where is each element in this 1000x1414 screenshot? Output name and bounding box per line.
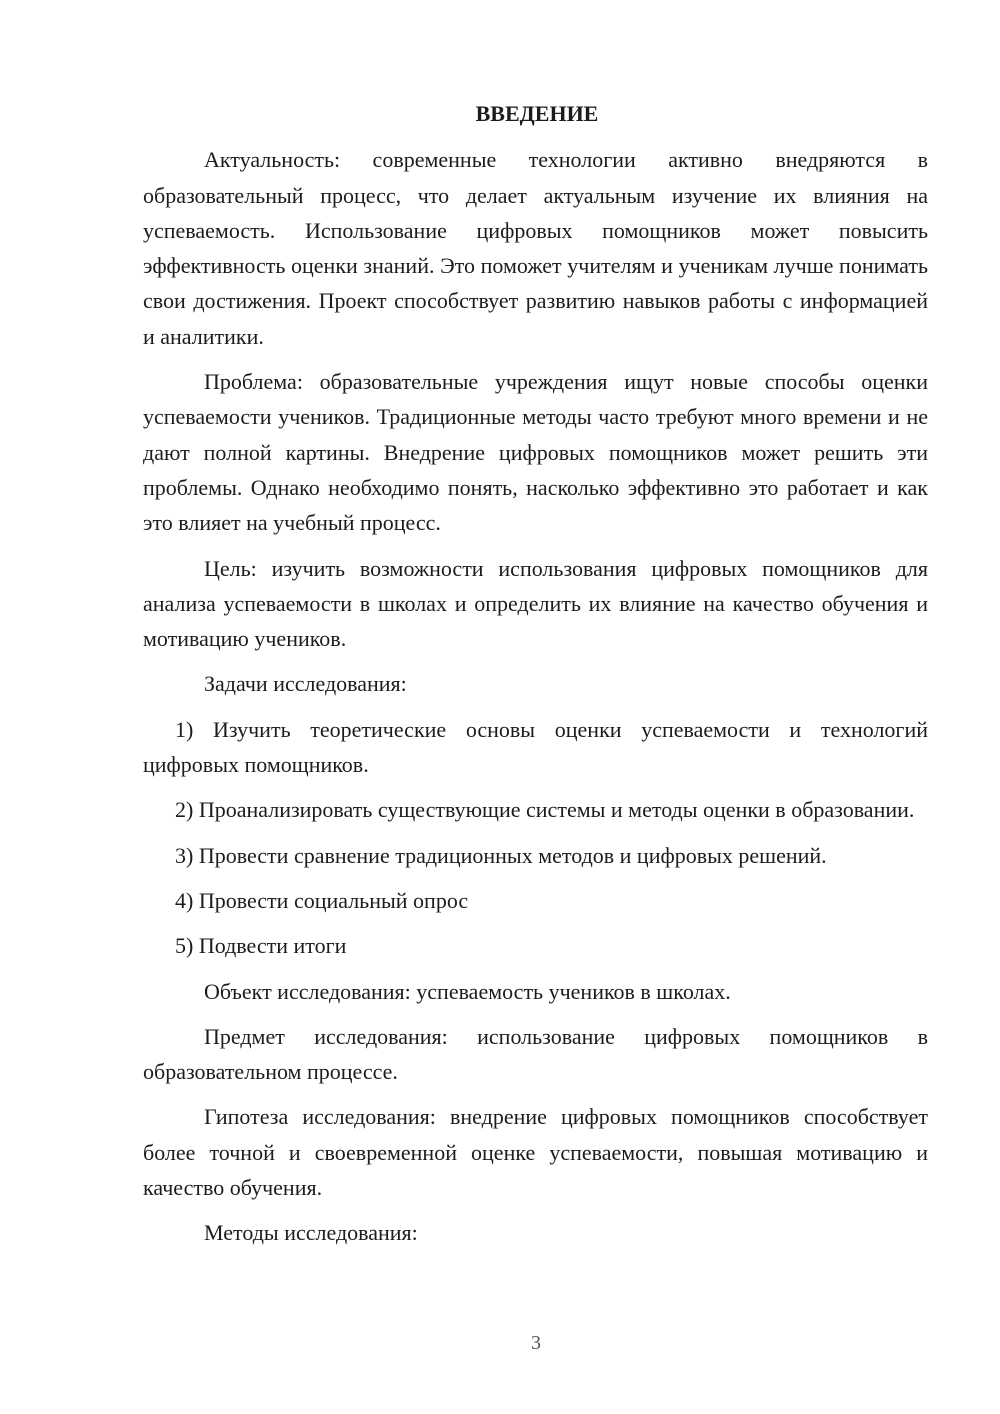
- goal-paragraph: Цель: изучить возможности использования цифровых помощников для анализа успеваемости в школах и определить их влияние на качество обучения и мотивацию учеников.: [143, 555, 928, 652]
- subject-paragraph: Предмет исследования: использование цифровых помощников в образовательном процессе.: [143, 1023, 928, 1085]
- page-body: [143, 96, 928, 1261]
- object-paragraph: Объект исследования: успеваемость учеников в школах.: [204, 978, 731, 1004]
- methods-heading: Методы исследования:: [204, 1220, 418, 1246]
- task-item-1: 1) Изучить теоретические основы оценки успеваемости и технологий цифровых помощников.: [143, 716, 928, 778]
- task-item-5: 5) Подвести итоги: [175, 933, 347, 959]
- task-item-3: 3) Провести сравнение традиционных методов и цифровых решений.: [175, 842, 827, 868]
- task-item-2: 2) Проанализировать существующие системы и методы оценки в образовании.: [175, 797, 915, 823]
- task-item-4: 4) Провести социальный опрос: [175, 887, 469, 913]
- hypothesis-paragraph: Гипотеза исследования: внедрение цифровых помощников способствует более точной и своевременной оценке успеваемости, повышая мотивацию и качество обучения.: [143, 1104, 928, 1201]
- problem-paragraph: Проблема: образовательные учреждения ищут новые способы оценки успеваемости учеников. Традиционные методы часто требуют много времени и не дают полной картины. Внедрение цифровых помощников может решить эти проблемы. Однако необходимо понять, насколько эффективно это работает и как это влияет на учебный процесс.: [143, 369, 928, 536]
- page-number: 3: [531, 1332, 541, 1354]
- page-title: ВВЕДЕНИЕ: [475, 101, 599, 126]
- relevance-paragraph: Актуальность: современные технологии активно внедряются в образовательный процесс, что делает актуальным изучение их влияния на успеваемость. Использование цифровых помощников может повысить эффективность оценки знаний. Это поможет учителям и ученикам лучше понимать свои достижения. Проект способствует развитию навыков работы с информацией и аналитики.: [143, 147, 928, 349]
- tasks-heading: Задачи исследования:: [204, 671, 407, 697]
